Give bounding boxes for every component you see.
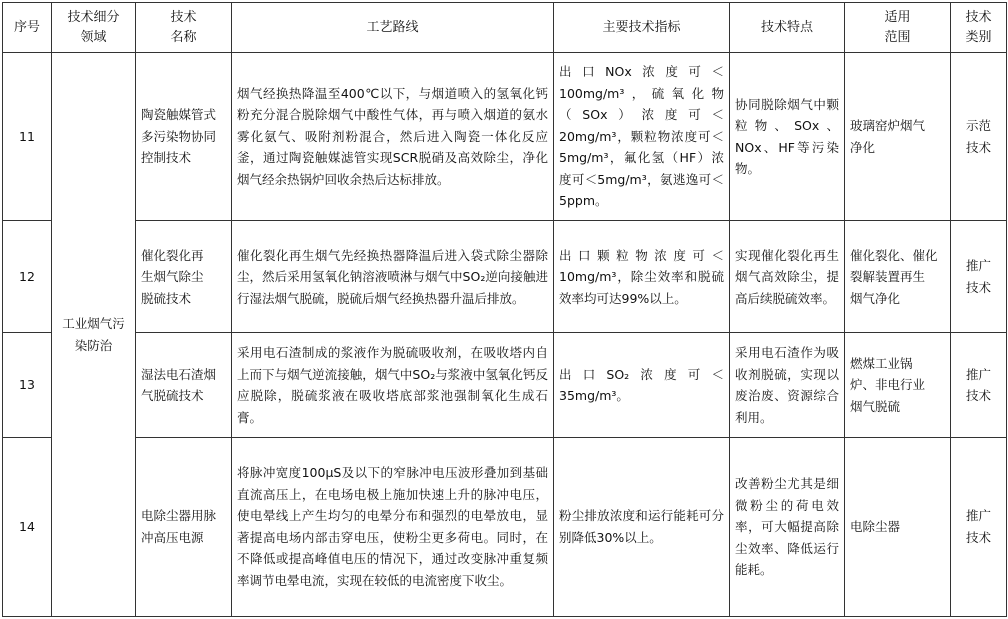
field-line1: 工业烟气污 [62, 316, 125, 331]
scope-line3: 烟气脱硫 [850, 398, 901, 414]
row-seq: 14 [3, 437, 52, 616]
table-row [3, 53, 1007, 221]
row-seq: 13 [3, 333, 52, 437]
applicable-scope [845, 437, 951, 616]
header-row [3, 3, 1007, 53]
process-route: 烟气经换热降温至400℃以下，与烟道喷入的氢氧化钙粉充分混合脱除烟气中酸性气体，再与喷入烟道的氨水雾化氨气、吸附剂粉混合，然后进入陶瓷一体化反应釜，通过陶瓷触媒滤管实现SCR脱硝及高效除尘，净化烟气经余热锅炉回收余热后达标排放。 [232, 53, 554, 221]
type-line2: 技术 [965, 529, 991, 545]
type-line1: 示范 [965, 118, 991, 134]
main-indicators: 出口NOx浓度可＜100mg/m³，硫氧化物（SOx）浓度可＜20mg/m³，颗粒物浓度可＜5mg/m³，氟化氢（HF）浓度可＜5mg/m³，氨逃逸可＜5ppm。 [554, 53, 730, 221]
scope-line1: 燃煤工业锅 [850, 355, 913, 371]
header-scope [845, 3, 951, 53]
table-row [3, 437, 1007, 616]
tech-type [951, 333, 1007, 437]
tech-name-line1: 陶瓷触媒管式 [141, 107, 217, 123]
header-scope-line1: 适用 [884, 10, 911, 25]
header-name-line1: 技术 [170, 10, 197, 25]
scope-line3: 烟气净化 [850, 290, 901, 306]
tech-name-line1: 湿法电石渣烟 [141, 366, 217, 382]
scope-line1: 玻璃窑炉烟气 [850, 118, 926, 134]
header-route: 工艺路线 [232, 3, 554, 53]
header-name [136, 3, 232, 53]
header-scope-line2: 范围 [884, 29, 911, 45]
scope-line1: 电除尘器 [850, 519, 901, 535]
field-line2: 染防治 [74, 337, 113, 353]
type-line2: 技术 [965, 139, 991, 155]
header-field-line1: 技术细分 [67, 10, 120, 25]
header-features: 技术特点 [730, 3, 845, 53]
tech-features: 改善粉尘尤其是细微粉尘的荷电效率，可大幅提高除尘效率、降低运行能耗。 [730, 437, 845, 616]
header-type [951, 3, 1007, 53]
tech-name [136, 333, 232, 437]
table-row [3, 333, 1007, 437]
type-line1: 推广 [965, 508, 991, 524]
row-seq: 11 [3, 53, 52, 221]
header-field [52, 3, 136, 53]
scope-line2: 炉、非电行业 [850, 377, 926, 393]
tech-name [136, 437, 232, 616]
tech-name-line2: 气脱硫技术 [141, 388, 204, 404]
tech-name-line2: 多污染物协同 [141, 128, 217, 144]
field-cell [52, 53, 136, 617]
scope-line2: 净化 [850, 139, 876, 155]
header-seq: 序号 [3, 3, 52, 53]
header-field-line2: 领域 [80, 29, 107, 45]
main-indicators: 出口颗粒物浓度可＜10mg/m³，除尘效率和脱硫效率均可达99%以上。 [554, 221, 730, 333]
tech-features: 实现催化裂化再生烟气高效除尘，提高后续脱硫效率。 [730, 221, 845, 333]
tech-type [951, 437, 1007, 616]
applicable-scope [845, 221, 951, 333]
tech-name-line3: 控制技术 [141, 150, 192, 166]
process-route: 催化裂化再生烟气先经换热器降温后进入袋式除尘器除尘，然后采用氢氧化钠溶液喷淋与烟气中SO₂逆向接触进行湿法烟气脱硫，脱硫后烟气经换热器升温后排放。 [232, 221, 554, 333]
header-type-line2: 类别 [965, 29, 992, 45]
type-line1: 推广 [965, 366, 991, 382]
row-seq: 12 [3, 221, 52, 333]
tech-features: 协同脱除烟气中颗粒物、SOx、NOx、HF等污染物。 [730, 53, 845, 221]
tech-name-line3: 脱硫技术 [141, 290, 192, 306]
applicable-scope [845, 53, 951, 221]
tech-name [136, 53, 232, 221]
type-line2: 技术 [965, 388, 991, 404]
header-indicators: 主要技术指标 [554, 3, 730, 53]
tech-features: 采用电石渣作为吸收剂脱硫，实现以废治废、资源综合利用。 [730, 333, 845, 437]
main-indicators: 出口SO₂浓度可＜35mg/m³。 [554, 333, 730, 437]
process-route: 采用电石渣制成的浆液作为脱硫吸收剂，在吸收塔内自上而下与烟气逆流接触，烟气中SO₂与浆液中氢氧化钙反应脱除，脱硫浆液在吸收塔底部浆池强制氧化生成石膏。 [232, 333, 554, 437]
tech-type [951, 53, 1007, 221]
process-route: 将脉冲宽度100μS及以下的窄脉冲电压波形叠加到基础直流高压上，在电场电极上施加快速上升的脉冲电压，使电晕线上产生均匀的电晕分布和强烈的电晕放电，显著提高电场内部击穿电压，使粉尘更多荷电。同时，在不降低或提高峰值电压的情况下，通过改变脉冲重复频率调节电晕电流，实现在较低的电流密度下收尘。 [232, 437, 554, 616]
tech-name-line1: 催化裂化再 [141, 247, 204, 263]
header-type-line1: 技术 [965, 10, 992, 25]
technology-table [2, 2, 1007, 617]
type-line2: 技术 [965, 279, 991, 295]
main-indicators: 粉尘排放浓度和运行能耗可分别降低30%以上。 [554, 437, 730, 616]
tech-type [951, 221, 1007, 333]
scope-line1: 催化裂化、催化 [850, 247, 938, 263]
applicable-scope [845, 333, 951, 437]
scope-line2: 裂解装置再生 [850, 269, 926, 285]
tech-name-line2: 冲高压电源 [141, 529, 204, 545]
table-row [3, 221, 1007, 333]
tech-name [136, 221, 232, 333]
type-line1: 推广 [965, 258, 991, 274]
tech-name-line2: 生烟气除尘 [141, 269, 204, 285]
header-name-line2: 名称 [170, 29, 197, 45]
tech-name-line1: 电除尘器用脉 [141, 508, 217, 524]
